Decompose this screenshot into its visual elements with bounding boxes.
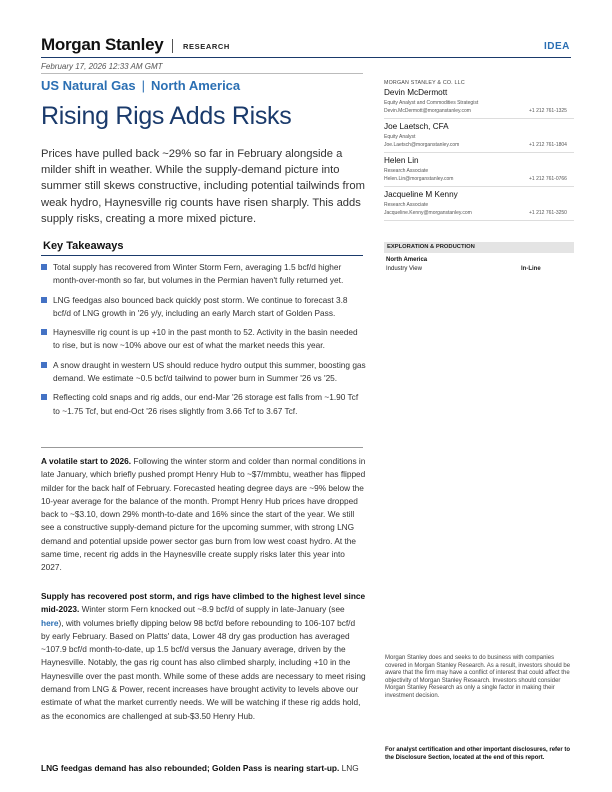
report-type-tag: IDEA (544, 41, 570, 52)
takeaway-item (41, 359, 366, 386)
takeaway-item (41, 326, 366, 353)
author-phone: +1 212 761-0766 (529, 176, 567, 182)
takeaway-text: Haynesville rig count is up +10 in the past month to 52. Activity in the basin needed to rise, but is now ~10% above our est of what the market needs this year. (53, 327, 358, 351)
takeaway-text: LNG feedgas also bounced back quickly post storm. We continue to forecast 3.8 bcf/d of LNG growth in '26 y/y, including an early March start of Golden Pass. (53, 294, 348, 318)
paragraph-text: ), with volumes briefly dipping below 98 bcf/d before rebounding to 106-107 bcf/d by early February. Based on Platts' data, Lower 48 dry gas production has averaged ~107.9 bcf/d month-to-date, up 1.5 bcf/d versus the January average, driven by the Haynesville. Notably, the gas rig count has also climbed sharply, including +10 in the Haynesville over the past month. While some of these adds are necessary to meet rising demand from LNG & Power, recent increases have brought activity to levels above our estimate of what the market currently needs. We will be watching if these rig adds hold, as the economics are challenged at sub-$3.50 Henry Hub. (41, 617, 366, 721)
author-email[interactable]: Helen.Lin@morganstanley.com (384, 176, 454, 182)
here-link[interactable]: here (41, 617, 59, 628)
author-role: Equity Analyst (384, 134, 416, 140)
report-title: Rising Rigs Adds Risks (41, 102, 292, 130)
author-panel (384, 80, 574, 224)
date-divider (41, 73, 363, 74)
key-takeaways-divider (41, 255, 363, 256)
paragraph-text: Winter storm Fern knocked out ~8.9 bcf/d of supply in late-January (see (79, 604, 345, 615)
bullet-square-icon (41, 362, 47, 368)
report-summary: Prices have pulled back ~29% so far in February alongside a milder shift in weather. While the supply-demand picture into summer still skews constructive, including potential tailwinds from weak hydro, Haynesville rig counts have risen sharply. This adds supply risks, creating a more mixed picture. (41, 148, 365, 225)
header-divider (41, 57, 571, 58)
author-card (384, 88, 574, 119)
brand-logo: Morgan Stanley (41, 35, 164, 54)
author-name: Jacqueline M Kenny (384, 190, 458, 199)
publish-date: February 17, 2026 12:33 AM GMT (41, 62, 163, 71)
conflict-disclaimer: Morgan Stanley does and seeks to do business with companies covered in Morgan Stanley Research. As a result, investors should be aware that the firm may have a conflict of interest that could affect the objectivity of Morgan Stanley Research. Investors should consider Morgan Stanley Research as only a single factor in making their investment decision. (385, 655, 571, 699)
bullet-square-icon (41, 297, 47, 303)
topic-primary[interactable]: US Natural Gas (41, 78, 136, 93)
bullet-square-icon (41, 264, 47, 270)
key-takeaways-title: Key Takeaways (43, 240, 124, 252)
takeaway-item (41, 391, 366, 418)
industry-view-value: In-Line (521, 266, 541, 272)
topic-region[interactable]: North America (151, 78, 241, 93)
paragraph-lead: Supply has recovered post storm, and rigs have climbed to the highest level since mid-2023. (41, 591, 366, 615)
author-email[interactable]: Devin.McDermott@morganstanley.com (384, 108, 471, 114)
author-role: Research Associate (384, 168, 429, 174)
bullet-square-icon (41, 329, 47, 335)
topic-separator: | (141, 78, 146, 93)
author-phone: +1 212 761-1804 (529, 142, 567, 148)
paragraph-lead: A volatile start to 2026. (41, 456, 132, 466)
author-card (384, 156, 574, 187)
author-card (384, 190, 574, 221)
paragraph-lead: LNG feedgas demand has also rebounded; Golden Pass is nearing start-up. (41, 763, 340, 773)
author-email[interactable]: Joe.Laetsch@morganstanley.com (384, 142, 460, 148)
disclosure-note: For analyst certification and other important disclosures, refer to the Disclosure Section, located at the end of this report. (385, 747, 571, 761)
coverage-sector: EXPLORATION & PRODUCTION (387, 244, 475, 250)
author-name: Helen Lin (384, 156, 419, 165)
body-paragraph (41, 455, 366, 575)
coverage-header (384, 242, 574, 253)
takeaway-text: Reflecting cold snaps and rig adds, our end-Mar '26 storage est falls from ~1.90 Tcf to ~1.75 Tcf, but end-Oct '26 rises slightly from 3.66 Tcf to 3.67 Tcf. (53, 392, 359, 416)
topic-line (41, 78, 240, 93)
author-phone: +1 212 761-3250 (529, 210, 567, 216)
takeaway-item (41, 261, 366, 288)
author-name: Devin McDermott (384, 88, 448, 97)
author-role: Equity Analyst and Commodities Strategist (384, 100, 479, 106)
takeaway-text: A snow draught in western US should reduce hydro output this summer, boosting gas demand. We estimate ~0.5 bcf/d tailwind to power burn in Summer '26 vs '25. (53, 359, 366, 384)
paragraph-text: LNG (339, 763, 359, 773)
author-email[interactable]: Jacqueline.Kenny@morganstanley.com (384, 210, 472, 216)
brand-divider (172, 39, 173, 53)
paragraph-text: Following the winter storm and colder than normal conditions in late January, which briefly pushed prompt Henry Hub to ~$7/mmbtu, weather has flipped milder for the back half of February. Forecasted heating degree days are ~9% below the 10-year average for the balance of the month. Prompt Henry Hub prices have dropped back to ~$3.10, down 29% month-to-date and 16% since the start of the year. We still see a constructive supply-demand picture for the upcoming summer, with strong LNG demand and potential upside power sector gas burn from low west coast hydro. At the same time, recent rig adds in the Haynesville create supply risks later this year into 2027. (41, 456, 366, 573)
takeaway-text: Total supply has recovered from Winter Storm Fern, averaging 1.5 bcf/d higher month-over-month so far, but volumes in the Permian haven't fully returned yet. (53, 262, 344, 286)
takeaway-item (41, 294, 366, 321)
author-role: Research Associate (384, 202, 429, 208)
author-phone: +1 212 761-1325 (529, 108, 567, 114)
author-name: Joe Laetsch, CFA (384, 122, 449, 131)
key-takeaways-list (41, 261, 366, 424)
body-paragraph (41, 590, 366, 723)
coverage-region: North America (386, 257, 428, 263)
bullet-square-icon (41, 394, 47, 400)
author-card (384, 122, 574, 153)
firm-label: MORGAN STANLEY & CO. LLC (384, 80, 465, 86)
key-takeaways-end-divider (41, 447, 363, 448)
section-label: RESEARCH (183, 42, 230, 51)
industry-view-label: Industry View (386, 266, 422, 272)
body-paragraph (41, 762, 366, 775)
